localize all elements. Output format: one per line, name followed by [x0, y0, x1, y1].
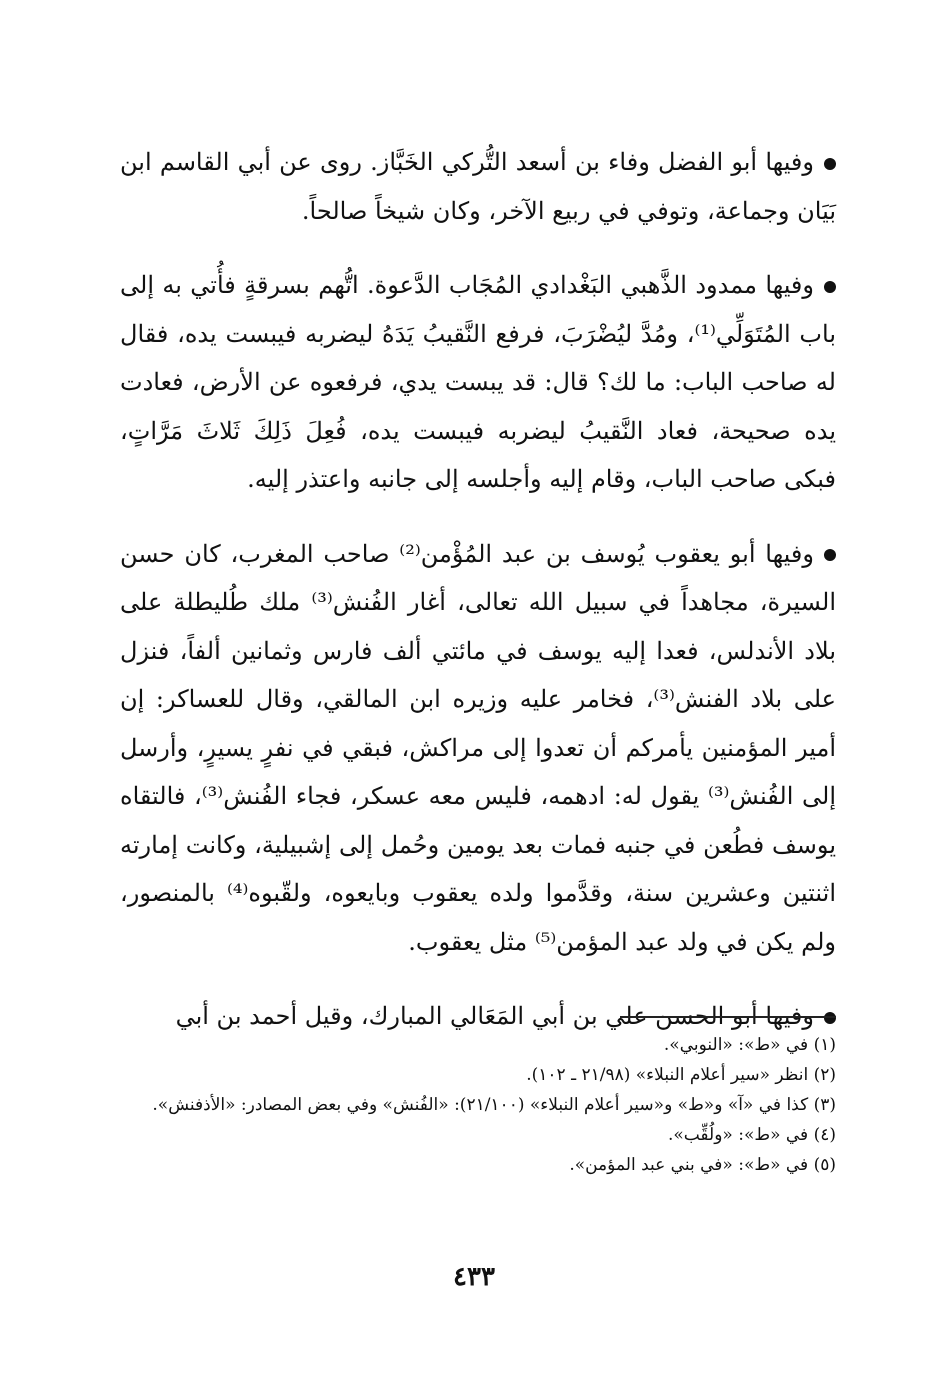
entry-text: وفيها أبو الحسن علي بن أبي المَعَالي المبارك، وقيل أحمد بن أبي	[175, 1002, 814, 1030]
entry-paragraph	[120, 530, 836, 967]
page-number: ٤٣٣	[453, 1262, 495, 1292]
main-text	[120, 138, 836, 1067]
bullet-icon	[824, 549, 836, 561]
footnote: (١) في «ط»: «النوبي».	[663, 1035, 836, 1055]
footnote-divider	[620, 1016, 836, 1018]
footnote: (٣) كذا في «آ» و«ط» و«سير أعلام النبلاء» (٢١/١٠٠): «الفُنش» وفي بعض المصادر: «الأذفنش».	[152, 1095, 836, 1115]
entry-text: وفيها أبو الفضل وفاء بن أسعد التُّركي الخَبَّاز. روى عن أبي القاسم ابن بَيَان وجماعة، وتوفي في ربيع الآخر، وكان شيخاً صالحاً.	[120, 148, 836, 225]
bullet-icon	[824, 158, 836, 170]
footnote: (٢) انظر «سير أعلام النبلاء» (٢١/٩٨ ـ ١٠٢).	[526, 1065, 836, 1085]
footnote: (٤) في «ط»: «ولُقِّب».	[667, 1125, 836, 1145]
entry-text: وفيها ممدود الذَّهبي البَغْدادي المُجَاب الدَّعوة. اتُّهم بسرقةٍ فأُتي به إلى باب المُتَوَلِّي⁽¹⁾، ومُدَّ ليُضْرَبَ، فرفع النَّقيبُ يَدَهُ ليضربه فيبست يده، فقال له صاحب الباب: ما لك؟ قال: قد يبست يدي، فرفعوه عن الأرض، فعادت يده صحيحة، فعاد النَّقيبُ ليضربه فيبست يده، فُعِلَ ذَلِكَ ثَلاثَ مَرَّاتٍ، فبكى صاحب الباب، وقام إليه وأجلسه إلى جانبه واعتذر إليه.	[120, 271, 837, 493]
footnotes	[120, 1016, 836, 1180]
entry-paragraph	[120, 138, 836, 235]
bullet-icon	[824, 281, 836, 293]
entry-text: وفيها أبو يعقوب يُوسف بن عبد المُؤْمن⁽²⁾ صاحب المغرب، كان حسن السيرة، مجاهداً في سبيل الله تعالى، أغار الفُنش⁽³⁾ ملك طُليطلة على بلاد الأندلس، فعدا إليه يوسف في مائتي ألف فارس وثمانين ألفاً، فنزل على بلاد الفنش⁽³⁾، فخامر عليه وزيره ابن المالقي، وقال للعساكر: إن أمير المؤمنين يأمركم أن تعدوا إلى مراكش، فبقي في نفرٍ يسيرٍ، وأرسل إلى الفُنش⁽³⁾ يقول له: ادهمه، فليس معه عسكر، فجاء الفُنش⁽³⁾، فالتقاه يوسف فطُعن في جنبه فمات بعد يومين وحُمل إلى إشبيلية، وكانت إمارته اثنتين وعشرين سنة، وقدَّموا ولده يعقوب وبايعوه، ولقّبوه⁽⁴⁾ بالمنصور، ولم يكن في ولد عبد المؤمن⁽⁵⁾ مثل يعقوب.	[120, 539, 837, 956]
footnote: (٥) في «ط»: «في بني عبد المؤمن».	[569, 1155, 836, 1175]
entry-paragraph	[120, 261, 836, 504]
